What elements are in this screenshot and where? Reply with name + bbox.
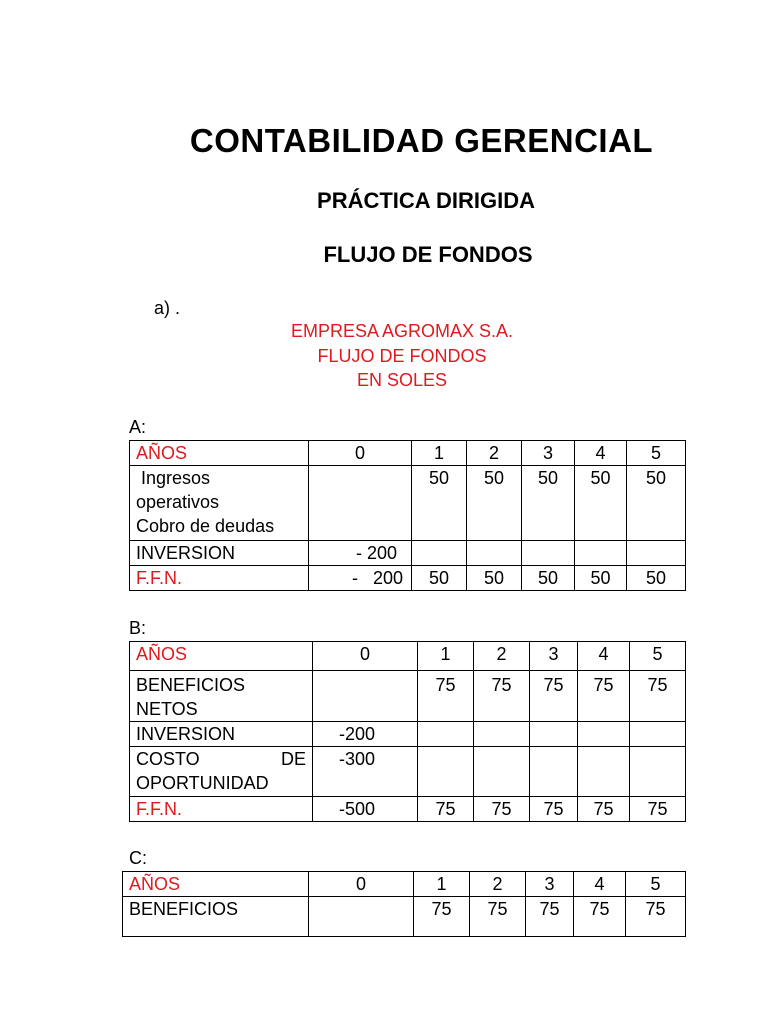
header-cell: 1 bbox=[418, 642, 474, 671]
header-cell: 5 bbox=[630, 642, 686, 671]
value-cell: 50 bbox=[467, 466, 522, 541]
row-label: INVERSION bbox=[130, 722, 313, 747]
header-cell: 4 bbox=[574, 872, 626, 897]
value-cell: 75 bbox=[578, 797, 630, 822]
header-cell: 2 bbox=[474, 642, 530, 671]
value-cell: 50 bbox=[575, 466, 627, 541]
row-label-line: BENEFICIOS bbox=[136, 675, 246, 695]
value-cell: 75 bbox=[474, 797, 530, 822]
value-cell: 50 bbox=[467, 566, 522, 591]
header-cell: 5 bbox=[626, 872, 686, 897]
value-cell: -300 bbox=[313, 747, 418, 797]
document-title: CONTABILIDAD GERENCIAL bbox=[189, 122, 654, 159]
header-cell: AÑOS bbox=[130, 441, 309, 466]
value-cell: 75 bbox=[474, 671, 530, 722]
table-row bbox=[130, 671, 686, 722]
row-label bbox=[130, 671, 313, 722]
value-cell bbox=[575, 541, 627, 566]
value-cell: 50 bbox=[575, 566, 627, 591]
value-cell: 75 bbox=[418, 797, 474, 822]
header-cell: 4 bbox=[575, 441, 627, 466]
value-cell: 75 bbox=[630, 797, 686, 822]
value-cell bbox=[627, 541, 686, 566]
item-label: a) . bbox=[154, 298, 181, 318]
section-b-label: B: bbox=[129, 618, 147, 638]
table-a bbox=[129, 440, 686, 591]
row-label-line: Ingresos bbox=[136, 468, 211, 488]
value-cell bbox=[412, 541, 467, 566]
company-name: EMPRESA AGROMAX S.A. bbox=[290, 321, 514, 341]
row-label bbox=[130, 466, 309, 541]
company-report-name: FLUJO DE FONDOS bbox=[317, 345, 487, 366]
value-cell bbox=[418, 722, 474, 747]
header-cell: 4 bbox=[578, 642, 630, 671]
value-cell: 50 bbox=[627, 466, 686, 541]
value-cell: 75 bbox=[630, 671, 686, 722]
value-cell: 50 bbox=[522, 566, 575, 591]
value-cell: 75 bbox=[626, 897, 686, 937]
value-cell bbox=[630, 722, 686, 747]
value-cell: 75 bbox=[530, 797, 578, 822]
table-row bbox=[130, 722, 686, 747]
value-cell: - 200 bbox=[309, 541, 412, 566]
table-c-header-row bbox=[123, 872, 686, 897]
row-label-line: Cobro de deudas bbox=[136, 516, 275, 536]
document-subtitle: PRÁCTICA DIRIGIDA bbox=[317, 188, 535, 213]
header-cell: 2 bbox=[467, 441, 522, 466]
document-topic: FLUJO DE FONDOS bbox=[323, 242, 533, 267]
value-cell bbox=[630, 747, 686, 797]
value-cell: -500 bbox=[313, 797, 418, 822]
table-b bbox=[129, 641, 686, 822]
row-label: F.F.N. bbox=[130, 566, 309, 591]
header-cell: AÑOS bbox=[123, 872, 309, 897]
value-cell bbox=[313, 671, 418, 722]
value-cell: 75 bbox=[418, 671, 474, 722]
header-cell: 1 bbox=[412, 441, 467, 466]
value-cell bbox=[522, 541, 575, 566]
value-cell bbox=[530, 722, 578, 747]
row-label-word: COSTO bbox=[136, 749, 200, 769]
value-cell bbox=[530, 747, 578, 797]
header-cell: 1 bbox=[414, 872, 470, 897]
table-c bbox=[122, 871, 686, 937]
row-label bbox=[130, 747, 313, 797]
value-cell: 50 bbox=[522, 466, 575, 541]
row-label-line: operativos bbox=[136, 492, 220, 512]
value-cell: - 200 bbox=[309, 566, 412, 591]
header-cell: AÑOS bbox=[130, 642, 313, 671]
value-cell: 50 bbox=[412, 466, 467, 541]
table-row bbox=[130, 747, 686, 797]
section-c-label: C: bbox=[129, 848, 147, 868]
value-cell: 75 bbox=[526, 897, 574, 937]
header-cell: 2 bbox=[470, 872, 526, 897]
value-cell: 50 bbox=[627, 566, 686, 591]
value-cell bbox=[474, 722, 530, 747]
header-cell: 3 bbox=[522, 441, 575, 466]
value-cell: 50 bbox=[412, 566, 467, 591]
value-cell bbox=[418, 747, 474, 797]
value-cell: 75 bbox=[470, 897, 526, 937]
value-cell bbox=[474, 747, 530, 797]
value-cell bbox=[467, 541, 522, 566]
header-cell: 0 bbox=[309, 872, 414, 897]
value-cell bbox=[578, 722, 630, 747]
value-cell: 75 bbox=[574, 897, 626, 937]
section-a-label: A: bbox=[129, 417, 147, 437]
value-cell: 75 bbox=[530, 671, 578, 722]
value-cell: 75 bbox=[414, 897, 470, 937]
row-label-word: DE bbox=[280, 749, 306, 769]
row-label: INVERSION bbox=[130, 541, 309, 566]
company-heading bbox=[0, 319, 768, 393]
value-cell bbox=[309, 897, 414, 937]
value-cell: 75 bbox=[578, 671, 630, 722]
table-row bbox=[130, 466, 686, 541]
value-cell: -200 bbox=[313, 722, 418, 747]
value-cell bbox=[309, 466, 412, 541]
company-currency: EN SOLES bbox=[356, 370, 448, 390]
table-row-total bbox=[130, 797, 686, 822]
row-label-line: OPORTUNIDAD bbox=[136, 773, 269, 793]
value-cell bbox=[578, 747, 630, 797]
row-label-line bbox=[136, 747, 306, 771]
row-label-line: NETOS bbox=[136, 699, 198, 719]
header-cell: 3 bbox=[526, 872, 574, 897]
row-label: F.F.N. bbox=[130, 797, 313, 822]
header-cell: 5 bbox=[627, 441, 686, 466]
table-row-total bbox=[130, 566, 686, 591]
table-a-header-row bbox=[130, 441, 686, 466]
row-label: BENEFICIOS bbox=[123, 897, 309, 937]
header-cell: 0 bbox=[309, 441, 412, 466]
header-cell: 3 bbox=[530, 642, 578, 671]
table-row bbox=[123, 897, 686, 937]
header-cell: 0 bbox=[313, 642, 418, 671]
table-b-header-row bbox=[130, 642, 686, 671]
table-row bbox=[130, 541, 686, 566]
